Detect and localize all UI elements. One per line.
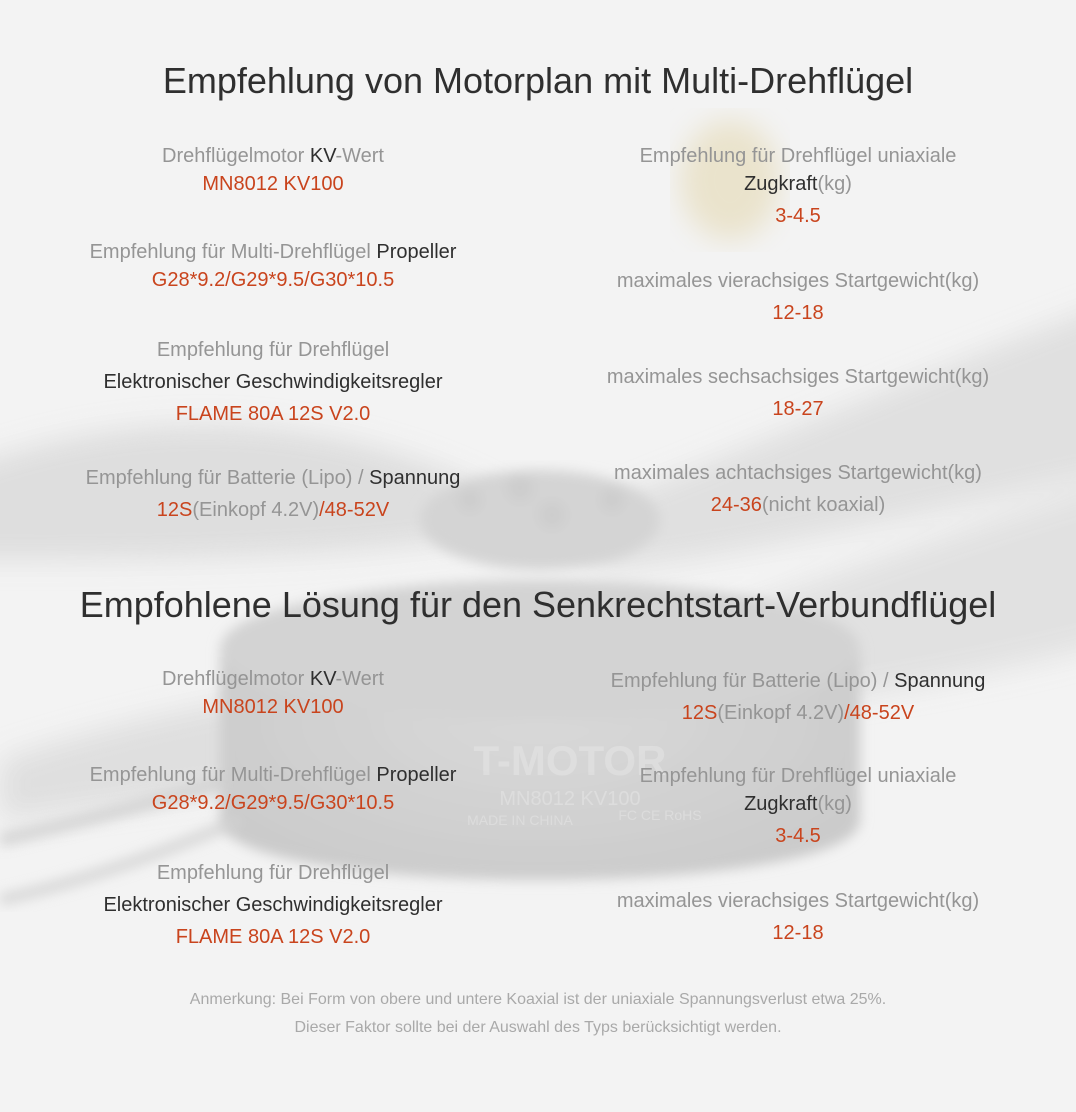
- spec-thrust: Empfehlung für Drehflügel uniaxiale Zugkraft(kg) 3-4.5: [598, 762, 998, 850]
- spec-esc: Empfehlung für Drehflügel Elektronischer Geschwindigkeitsregler FLAME 80A 12S V2.0: [83, 857, 463, 953]
- spec-value: 3-4.5: [775, 205, 821, 227]
- spec-motor-kv: Drehflügelmotor KV-Wert MN8012 KV100: [83, 665, 463, 721]
- motor-certification-text: FC CE RoHS: [618, 807, 702, 823]
- spec-value: 18-27: [772, 398, 824, 420]
- spec-esc: Empfehlung für Drehflügel Elektronischer Geschwindigkeitsregler FLAME 80A 12S V2.0: [83, 334, 463, 430]
- spec-value: MN8012 KV100: [202, 696, 344, 718]
- spec-value: FLAME 80A 12S V2.0: [175, 926, 371, 948]
- motor-origin-text: MADE IN CHINA: [467, 812, 573, 828]
- spec-value: 12S(Einkopf 4.2V)/48-52V: [681, 702, 915, 724]
- spec-value: 12-18: [772, 922, 824, 944]
- spec-value: 12-18: [772, 302, 824, 324]
- spec-value: 24-36(nicht koaxial): [710, 494, 886, 516]
- footnote-line: Anmerkung: Bei Form von obere und untere Koaxial ist der uniaxiale Spannungsverlust etwa 25%.: [189, 991, 887, 1008]
- spec-value: 12S(Einkopf 4.2V)/48-52V: [156, 499, 390, 521]
- spec-octa-weight: maximales achtachsiges Startgewicht(kg) 24-36(nicht koaxial): [598, 457, 998, 521]
- spec-value: MN8012 KV100: [202, 173, 344, 195]
- spec-quad-weight: maximales vierachsiges Startgewicht(kg) 12-18: [598, 265, 998, 329]
- spec-battery: Empfehlung für Batterie (Lipo) / Spannung 12S(Einkopf 4.2V)/48-52V: [83, 462, 463, 526]
- spec-value: FLAME 80A 12S V2.0: [175, 403, 371, 425]
- section-title-vtol: Empfohlene Lösung für den Senkrechtstart-Verbundflügel: [79, 584, 997, 625]
- spec-value: G28*9.2/G29*9.5/G30*10.5: [151, 792, 395, 814]
- motor-model-text: MN8012 KV100: [499, 788, 641, 810]
- spec-quad-weight: maximales vierachsiges Startgewicht(kg) 12-18: [598, 885, 998, 949]
- motor-brand-text: T-MOTOR: [473, 737, 667, 784]
- footnote-line: Dieser Faktor sollte bei der Auswahl des Typs berücksichtigt werden.: [294, 1019, 782, 1036]
- spec-value: G28*9.2/G29*9.5/G30*10.5: [151, 269, 395, 291]
- spec-thrust: Empfehlung für Drehflügel uniaxiale Zugkraft(kg) 3-4.5: [598, 142, 998, 230]
- spec-value: 3-4.5: [775, 825, 821, 847]
- spec-propeller: Empfehlung für Multi-Drehflügel Propeller G28*9.2/G29*9.5/G30*10.5: [83, 761, 463, 817]
- spec-propeller: Empfehlung für Multi-Drehflügel Propeller G28*9.2/G29*9.5/G30*10.5: [83, 238, 463, 294]
- spec-battery: Empfehlung für Batterie (Lipo) / Spannung 12S(Einkopf 4.2V)/48-52V: [598, 665, 998, 729]
- spec-motor-kv: Drehflügelmotor KV-Wert MN8012 KV100: [83, 142, 463, 198]
- spec-hexa-weight: maximales sechsachsiges Startgewicht(kg) 18-27: [598, 361, 998, 425]
- section-title-multirotor: Empfehlung von Motorplan mit Multi-Drehflügel: [162, 60, 914, 101]
- footnote: [0, 986, 1076, 1042]
